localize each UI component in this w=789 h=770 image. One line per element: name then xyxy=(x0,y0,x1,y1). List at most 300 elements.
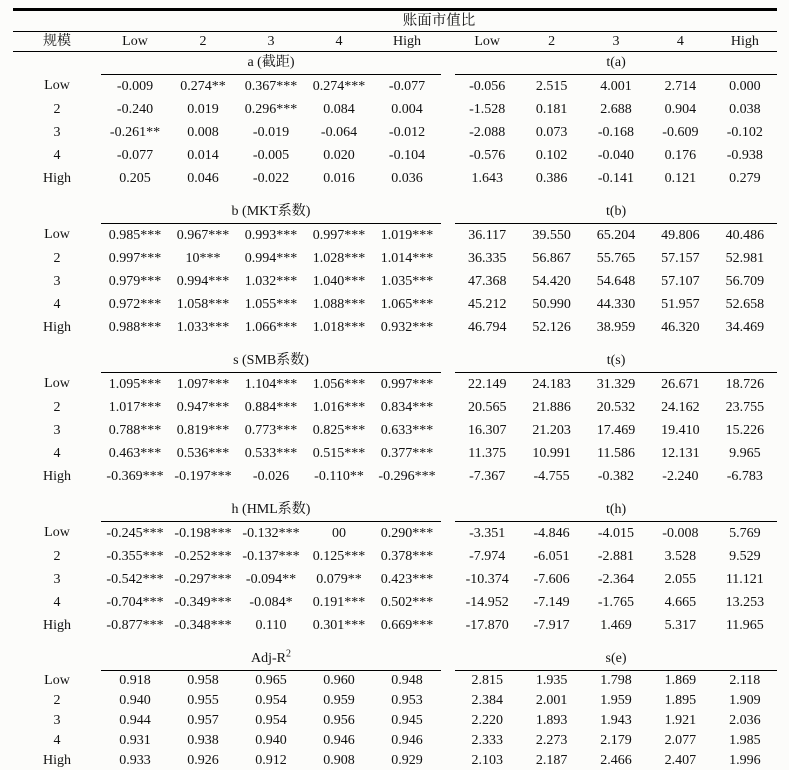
data-cell-right-0: 1.643 xyxy=(471,170,503,186)
table-row xyxy=(13,522,777,546)
data-cell-right-0: -14.952 xyxy=(465,594,509,610)
row-label: Low xyxy=(44,525,70,541)
data-cell-left-4: 0.377*** xyxy=(380,445,434,461)
data-cell-right-0: 2.220 xyxy=(471,713,503,728)
section-title-row xyxy=(13,350,777,373)
data-cell-left-4: 0.290*** xyxy=(380,525,434,541)
section-spacer-cell xyxy=(13,488,777,499)
row-gap-cell xyxy=(441,465,455,488)
data-cell-left-3: 0.125*** xyxy=(312,548,366,564)
data-cell-left-0: -0.704*** xyxy=(106,594,164,610)
data-cell-left-1: 0.819*** xyxy=(176,422,230,438)
section-title-gap-cell xyxy=(441,499,455,522)
data-cell-right-4: 52.658 xyxy=(725,296,765,312)
row-gap-cell xyxy=(441,731,455,751)
data-cell-left-3: 1.040*** xyxy=(312,273,366,289)
data-cell-left-2: -0.084* xyxy=(249,594,293,610)
row-label: 3 xyxy=(53,124,61,140)
data-cell-left-3: -0.110** xyxy=(314,468,364,484)
data-cell-left-0: 0.463*** xyxy=(108,445,162,461)
bm-column-header-left-0: Low xyxy=(101,32,169,52)
data-cell-right-3: 2.407 xyxy=(664,753,697,768)
section-title-gap-cell xyxy=(441,350,455,373)
data-cell-left-1: 0.014 xyxy=(187,147,219,163)
data-cell-left-4: 0.932*** xyxy=(380,319,434,335)
data-cell-left-0: -0.369*** xyxy=(106,468,164,484)
data-cell-left-1: 1.097*** xyxy=(176,376,230,392)
section-title-right: t(a) xyxy=(455,52,777,75)
data-cell-right-3: 12.131 xyxy=(661,445,700,461)
data-cell-left-4: -0.104 xyxy=(388,147,426,163)
data-cell-left-2: 0.954 xyxy=(255,693,287,708)
data-cell-left-1: 0.958 xyxy=(187,673,219,688)
data-cell-right-3: 57.107 xyxy=(661,273,700,289)
data-cell-left-1: -0.198*** xyxy=(174,525,232,541)
data-cell-right-0: -0.056 xyxy=(469,78,506,94)
data-cell-right-0: -2.088 xyxy=(469,124,506,140)
data-cell-right-0: 46.794 xyxy=(467,319,507,335)
table-row xyxy=(13,671,777,692)
data-cell-right-0: 11.375 xyxy=(468,445,507,461)
data-cell-right-1: -7.606 xyxy=(533,571,570,587)
data-cell-left-1: -0.297*** xyxy=(174,571,232,587)
data-cell-right-4: 0.000 xyxy=(729,78,761,94)
table-container xyxy=(13,8,777,770)
data-cell-left-2: -0.026 xyxy=(252,468,290,484)
section-spacer-cell xyxy=(13,190,777,201)
span-header-cell: 账面市值比 xyxy=(101,10,777,32)
data-cell-right-2: 1.469 xyxy=(600,617,632,633)
data-cell-left-0: 0.972*** xyxy=(108,296,162,312)
data-cell-left-0: 0.205 xyxy=(119,170,151,186)
data-cell-right-1: 39.550 xyxy=(532,227,571,243)
row-label: High xyxy=(43,753,71,768)
data-cell-left-4: 0.953 xyxy=(391,693,423,708)
section-title-blank-cell xyxy=(13,648,101,671)
table-row xyxy=(13,614,777,637)
data-cell-right-1: -4.846 xyxy=(533,525,570,541)
data-cell-right-4: 1.985 xyxy=(729,733,761,748)
data-cell-right-4: 2.118 xyxy=(729,673,761,688)
data-cell-right-1: 10.991 xyxy=(532,445,571,461)
data-cell-left-2: 0.773*** xyxy=(244,422,298,438)
section-title-left: b (MKT系数) xyxy=(101,201,441,224)
data-cell-right-2: 54.648 xyxy=(596,273,636,289)
data-cell-right-4: 0.038 xyxy=(729,101,761,117)
data-cell-right-1: 0.073 xyxy=(535,124,568,140)
data-cell-right-2: 55.765 xyxy=(596,250,636,266)
data-cell-left-3: 0.946 xyxy=(323,733,355,748)
data-cell-left-4: 0.945 xyxy=(391,713,423,728)
data-cell-left-4: 0.929 xyxy=(391,753,423,768)
data-cell-left-2: 0.940 xyxy=(255,733,287,748)
data-cell-left-4: 1.014*** xyxy=(380,250,434,266)
section-title-gap-cell xyxy=(441,201,455,224)
data-cell-right-3: 1.921 xyxy=(664,713,697,728)
section-title-row xyxy=(13,648,777,671)
data-cell-left-0: 0.788*** xyxy=(108,422,162,438)
data-cell-left-0: -0.077 xyxy=(116,147,154,163)
data-cell-right-4: -0.938 xyxy=(726,147,763,163)
data-cell-right-4: 56.709 xyxy=(725,273,765,289)
row-label: 4 xyxy=(53,147,61,163)
table-row xyxy=(13,751,777,770)
data-cell-right-2: 2.179 xyxy=(600,733,632,748)
table-row xyxy=(13,545,777,568)
data-cell-right-0: -0.576 xyxy=(469,147,506,163)
data-cell-right-4: 15.226 xyxy=(725,422,765,438)
data-cell-right-0: -17.870 xyxy=(465,617,509,633)
data-cell-right-4: 0.279 xyxy=(729,170,761,186)
data-cell-left-3: 1.056*** xyxy=(312,376,366,392)
data-cell-right-4: 11.121 xyxy=(725,571,764,587)
data-cell-left-3: -0.064 xyxy=(320,124,358,140)
row-gap-cell xyxy=(441,121,455,144)
section-title-blank-cell xyxy=(13,350,101,373)
table-row xyxy=(13,373,777,397)
data-cell-left-1: -0.252*** xyxy=(174,548,232,564)
data-cell-left-3: 1.018*** xyxy=(312,319,366,335)
data-cell-left-0: -0.261** xyxy=(109,124,161,140)
data-cell-right-0: 2.103 xyxy=(471,753,503,768)
data-cell-right-3: 57.157 xyxy=(661,250,700,266)
row-label: Low xyxy=(44,78,70,94)
data-cell-right-4: -0.102 xyxy=(726,124,763,140)
data-cell-right-4: -6.783 xyxy=(726,468,763,484)
data-cell-left-4: 0.036 xyxy=(391,170,423,186)
data-cell-right-3: 1.869 xyxy=(664,673,697,688)
section-title-right: t(s) xyxy=(455,350,777,373)
row-gap-cell xyxy=(441,396,455,419)
data-cell-right-0: 36.117 xyxy=(468,227,507,243)
data-cell-right-1: 1.893 xyxy=(535,713,568,728)
data-cell-left-0: 0.918 xyxy=(119,673,151,688)
data-cell-right-1: -7.149 xyxy=(533,594,570,610)
data-cell-left-1: 0.938 xyxy=(187,733,219,748)
data-cell-left-3: 0.959 xyxy=(323,693,355,708)
data-cell-right-3: 4.665 xyxy=(664,594,697,610)
data-cell-left-0: 0.940 xyxy=(119,693,151,708)
data-cell-left-1: 0.536*** xyxy=(176,445,230,461)
data-cell-right-2: -0.168 xyxy=(597,124,635,140)
data-cell-left-3: 0.191*** xyxy=(312,594,366,610)
data-cell-left-0: -0.355*** xyxy=(106,548,164,564)
data-cell-right-4: 1.996 xyxy=(729,753,761,768)
section-title-row xyxy=(13,499,777,522)
data-cell-right-1: 0.102 xyxy=(535,147,568,163)
bm-column-header-right-2: 3 xyxy=(584,32,648,52)
data-cell-left-2: 0.367*** xyxy=(244,78,298,94)
data-cell-right-4: 5.769 xyxy=(729,525,761,541)
table-row xyxy=(13,167,777,190)
row-label: Low xyxy=(44,227,70,243)
data-cell-left-1: 0.019 xyxy=(187,101,219,117)
data-cell-right-3: 24.162 xyxy=(661,399,700,415)
data-cell-right-0: 2.384 xyxy=(471,693,503,708)
table-row xyxy=(13,75,777,99)
data-cell-left-1: 0.947*** xyxy=(176,399,230,415)
data-cell-left-3: 0.301*** xyxy=(312,617,366,633)
data-cell-right-2: -2.881 xyxy=(597,548,635,564)
section-spacer-row xyxy=(13,190,777,201)
row-gap-cell xyxy=(441,671,455,692)
data-cell-right-0: 47.368 xyxy=(467,273,507,289)
superscript-2: 2 xyxy=(286,648,291,660)
data-cell-right-3: -2.240 xyxy=(662,468,699,484)
data-cell-right-0: 22.149 xyxy=(467,376,507,392)
data-cell-right-3: 19.410 xyxy=(661,422,700,438)
row-label: 4 xyxy=(53,445,61,461)
data-cell-left-4: 0.004 xyxy=(391,101,423,117)
data-cell-right-0: -10.374 xyxy=(465,571,509,587)
section-title-right: t(b) xyxy=(455,201,777,224)
data-cell-right-3: 0.176 xyxy=(664,147,697,163)
row-gap-cell xyxy=(441,98,455,121)
data-cell-left-0: 0.988*** xyxy=(108,319,162,335)
data-cell-right-3: 5.317 xyxy=(664,617,697,633)
data-cell-right-2: 4.001 xyxy=(600,78,632,94)
section-title-row xyxy=(13,52,777,75)
data-cell-right-0: -7.367 xyxy=(469,468,506,484)
row-label: 4 xyxy=(53,296,61,312)
data-cell-right-0: 45.212 xyxy=(467,296,507,312)
data-cell-right-4: 52.981 xyxy=(725,250,765,266)
data-cell-right-1: -4.755 xyxy=(533,468,570,484)
row-gap-cell xyxy=(441,247,455,270)
data-cell-left-2: 0.296*** xyxy=(244,101,298,117)
data-cell-right-1: 2.515 xyxy=(535,78,568,94)
table-row xyxy=(13,711,777,731)
data-cell-left-2: 0.110 xyxy=(255,617,287,633)
data-cell-left-3: 0.956 xyxy=(323,713,355,728)
data-cell-right-2: -0.382 xyxy=(597,468,635,484)
data-cell-right-2: 20.532 xyxy=(596,399,636,415)
data-cell-left-1: 0.955 xyxy=(187,693,219,708)
data-cell-left-0: -0.877*** xyxy=(106,617,164,633)
row-gap-cell xyxy=(441,568,455,591)
data-cell-right-2: 1.798 xyxy=(600,673,632,688)
data-cell-right-1: 0.386 xyxy=(535,170,568,186)
row-gap-cell xyxy=(441,614,455,637)
section-title-blank-cell xyxy=(13,52,101,75)
row-gap-cell xyxy=(441,144,455,167)
data-cell-left-3: 0.515*** xyxy=(312,445,366,461)
data-cell-left-4: -0.077 xyxy=(388,78,426,94)
data-cell-right-1: 54.420 xyxy=(532,273,571,289)
data-cell-left-2: -0.019 xyxy=(252,124,290,140)
row-label: High xyxy=(43,468,71,484)
section-title-right: s(e) xyxy=(455,648,777,671)
data-cell-right-0: -3.351 xyxy=(469,525,506,541)
data-cell-right-1: 24.183 xyxy=(532,376,571,392)
data-cell-left-4: 1.065*** xyxy=(380,296,434,312)
data-cell-left-3: 0.960 xyxy=(323,673,355,688)
data-cell-left-2: 0.912 xyxy=(255,753,287,768)
data-cell-left-3: 0.825*** xyxy=(312,422,366,438)
row-label: Low xyxy=(44,376,70,392)
table-row xyxy=(13,144,777,167)
section-title-left: a (截距) xyxy=(101,52,441,75)
data-cell-right-3: 1.895 xyxy=(664,693,697,708)
table-row xyxy=(13,465,777,488)
data-cell-left-4: 0.423*** xyxy=(380,571,434,587)
bm-column-header-left-4: High xyxy=(373,32,441,52)
section-title-right: t(h) xyxy=(455,499,777,522)
table-row xyxy=(13,98,777,121)
data-cell-left-4: -0.296*** xyxy=(378,468,436,484)
bm-column-header-right-4: High xyxy=(713,32,778,52)
data-cell-right-1: 21.203 xyxy=(532,422,571,438)
data-cell-left-2: 1.104*** xyxy=(244,376,298,392)
data-cell-right-1: 50.990 xyxy=(532,296,571,312)
data-cell-right-3: 2.077 xyxy=(664,733,697,748)
data-cell-right-4: 2.036 xyxy=(729,713,761,728)
fama-french-regression-table xyxy=(13,8,777,770)
data-cell-right-3: 0.904 xyxy=(664,101,697,117)
data-cell-right-2: 2.466 xyxy=(600,753,632,768)
data-cell-left-2: 0.994*** xyxy=(244,250,298,266)
data-cell-left-2: -0.137*** xyxy=(242,548,300,564)
data-cell-right-0: 36.335 xyxy=(467,250,507,266)
block-gap-header-cell xyxy=(441,32,455,52)
data-cell-right-1: 2.187 xyxy=(535,753,568,768)
data-cell-right-3: 2.714 xyxy=(664,78,697,94)
row-label: 2 xyxy=(53,399,61,415)
data-cell-right-2: -0.040 xyxy=(597,147,635,163)
data-cell-left-1: 1.033*** xyxy=(176,319,230,335)
data-cell-right-2: 2.688 xyxy=(600,101,632,117)
data-cell-right-4: 23.755 xyxy=(725,399,765,415)
data-cell-right-4: 18.726 xyxy=(725,376,765,392)
table-row xyxy=(13,247,777,270)
data-cell-left-2: 1.055*** xyxy=(244,296,298,312)
data-cell-right-3: -0.609 xyxy=(662,124,699,140)
data-cell-left-3: 0.016 xyxy=(323,170,355,186)
bm-column-header-right-1: 2 xyxy=(519,32,583,52)
row-label: 3 xyxy=(53,571,61,587)
corner-blank-cell xyxy=(13,10,101,32)
section-title-left: h (HML系数) xyxy=(101,499,441,522)
row-label: 3 xyxy=(53,273,61,289)
data-cell-left-2: -0.094** xyxy=(245,571,297,587)
table-row xyxy=(13,396,777,419)
data-cell-right-4: 9.965 xyxy=(729,445,761,461)
bm-column-header-left-2: 3 xyxy=(237,32,305,52)
data-cell-right-3: 46.320 xyxy=(661,319,700,335)
data-cell-left-0: 0.985*** xyxy=(108,227,162,243)
data-cell-right-2: 11.586 xyxy=(596,445,635,461)
data-cell-left-2: 1.032*** xyxy=(244,273,298,289)
data-cell-left-3: 0.997*** xyxy=(312,227,366,243)
data-cell-right-4: 9.529 xyxy=(729,548,761,564)
section-title-blank-cell xyxy=(13,201,101,224)
row-label: 2 xyxy=(53,250,61,266)
data-cell-right-0: 16.307 xyxy=(467,422,507,438)
section-title-left: Adj-$R^2$ xyxy=(101,648,441,671)
row-label: 2 xyxy=(53,548,61,564)
data-cell-right-2: -2.364 xyxy=(597,571,635,587)
data-cell-left-2: 1.066*** xyxy=(244,319,298,335)
row-gap-cell xyxy=(441,711,455,731)
row-label: 2 xyxy=(53,693,61,708)
data-cell-left-2: 0.533*** xyxy=(244,445,298,461)
data-cell-left-2: 0.993*** xyxy=(244,227,298,243)
row-gap-cell xyxy=(441,419,455,442)
data-cell-left-2: -0.005 xyxy=(252,147,290,163)
table-row xyxy=(13,591,777,614)
data-cell-left-4: 0.502*** xyxy=(380,594,434,610)
data-cell-left-0: -0.240 xyxy=(116,101,154,117)
section-title-gap-cell xyxy=(441,648,455,671)
data-cell-right-0: 2.815 xyxy=(471,673,503,688)
data-cell-left-0: -0.009 xyxy=(116,78,154,94)
data-cell-left-2: -0.132*** xyxy=(242,525,300,541)
data-cell-right-1: 52.126 xyxy=(532,319,571,335)
data-cell-left-3: 1.016*** xyxy=(312,399,366,415)
data-cell-left-2: 0.884*** xyxy=(244,399,298,415)
row-gap-cell xyxy=(441,373,455,397)
row-gap-cell xyxy=(441,691,455,711)
section-spacer-cell xyxy=(13,339,777,350)
corner-header-cell: 规模 xyxy=(13,32,101,52)
data-cell-left-1: -0.348*** xyxy=(174,617,232,633)
row-label: 3 xyxy=(53,422,61,438)
data-cell-left-3: 0.020 xyxy=(323,147,355,163)
row-label: 3 xyxy=(53,713,61,728)
data-cell-right-2: -1.765 xyxy=(597,594,635,610)
table-row xyxy=(13,270,777,293)
data-cell-left-0: 0.931 xyxy=(119,733,151,748)
row-label: High xyxy=(43,617,71,633)
data-cell-left-4: 0.948 xyxy=(391,673,423,688)
data-cell-right-4: 13.253 xyxy=(725,594,765,610)
bm-column-header-right-0: Low xyxy=(455,32,519,52)
section-spacer-row xyxy=(13,637,777,648)
row-label: Low xyxy=(44,672,70,688)
data-cell-right-2: 65.204 xyxy=(596,227,636,243)
data-cell-left-2: -0.022 xyxy=(252,170,290,186)
data-cell-right-1: 2.001 xyxy=(535,693,568,708)
data-cell-left-4: 0.633*** xyxy=(380,422,434,438)
data-cell-right-1: 21.886 xyxy=(532,399,571,415)
row-gap-cell xyxy=(441,591,455,614)
data-cell-left-4: 0.669*** xyxy=(380,617,434,633)
table-row xyxy=(13,224,777,248)
data-cell-right-4: 34.469 xyxy=(725,319,765,335)
section-title-row xyxy=(13,201,777,224)
row-gap-cell xyxy=(441,545,455,568)
table-row xyxy=(13,691,777,711)
section-title-gap-cell xyxy=(441,52,455,75)
data-cell-right-2: 17.469 xyxy=(596,422,636,438)
data-cell-right-1: 2.273 xyxy=(535,733,568,748)
table-row xyxy=(13,568,777,591)
data-cell-left-0: 0.944 xyxy=(119,713,151,728)
bm-column-header-left-3: 4 xyxy=(305,32,373,52)
data-cell-right-3: 49.806 xyxy=(661,227,700,243)
section-spacer-cell xyxy=(13,637,777,648)
data-cell-left-0: 0.979*** xyxy=(108,273,162,289)
data-cell-left-3: 0.274*** xyxy=(312,78,366,94)
bm-column-header-left-1: 2 xyxy=(169,32,237,52)
section-spacer-row xyxy=(13,488,777,499)
data-cell-right-3: -0.008 xyxy=(662,525,699,541)
row-gap-cell xyxy=(441,751,455,770)
row-gap-cell xyxy=(441,442,455,465)
data-cell-left-4: 1.035*** xyxy=(380,273,434,289)
data-cell-left-1: 0.274** xyxy=(180,78,226,94)
data-cell-left-3: 0.084 xyxy=(323,101,355,117)
